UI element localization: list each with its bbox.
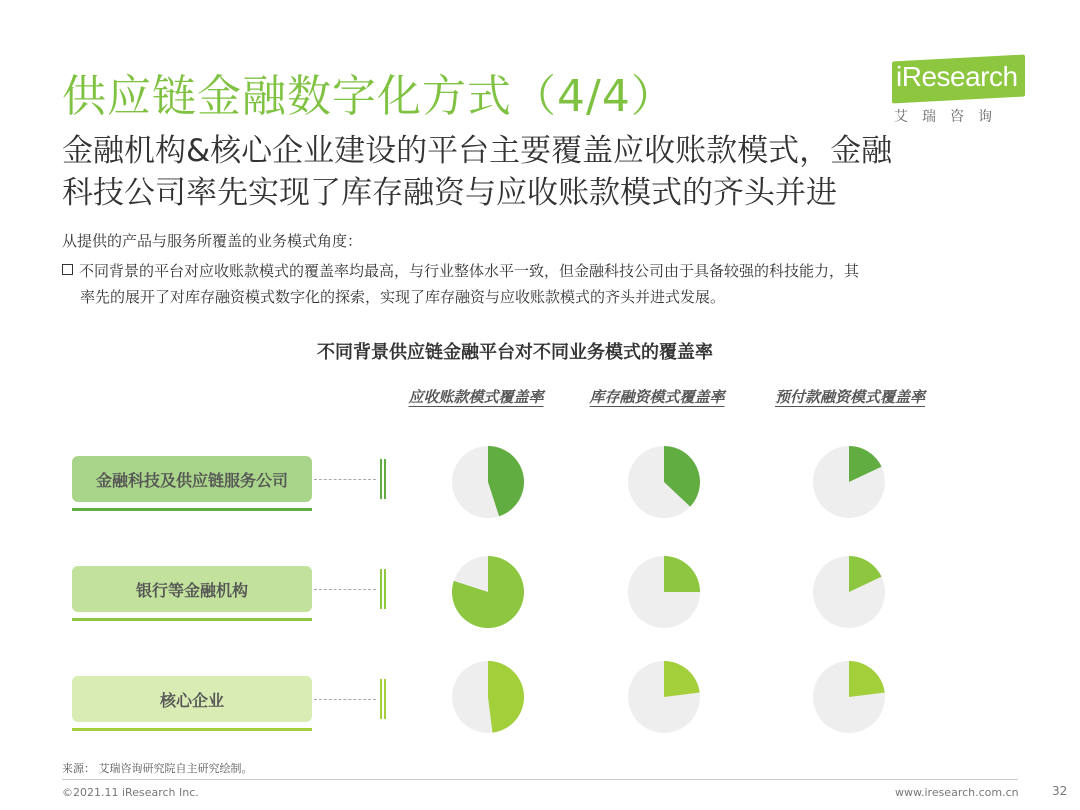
pie-slice-core-enterprise-receivables	[488, 661, 524, 733]
row-label-banks: 银行等金融机构	[72, 566, 312, 612]
row-label-core-enterprise: 核心企业	[72, 676, 312, 722]
footer-divider	[62, 779, 1018, 780]
pie-slice-banks-inventory	[664, 556, 700, 592]
logo-subtitle: 艾瑞咨询	[894, 109, 1006, 125]
column-header-inventory: 库存融资模式覆盖率	[589, 388, 725, 406]
column-header-receivables: 应收账款模式覆盖率	[408, 388, 544, 406]
chart-title: 不同背景供应链金融平台对不同业务模式的覆盖率	[317, 342, 713, 363]
bullet-line-2: 率先的展开了对库存融资模式数字化的探索，实现了库存融资与应收账款模式的齐头并进式发展。	[80, 288, 726, 306]
column-header-prepayment: 预付款融资模式覆盖率	[774, 388, 926, 406]
bullet-line-1: 不同背景的平台对应收账款模式的覆盖率均最高，与行业整体水平一致，但金融科技公司由于具备较强的科技能力，其	[79, 262, 860, 280]
page-number: 32	[1052, 784, 1068, 798]
row-label-fintech: 金融科技及供应链服务公司	[72, 456, 312, 502]
lead-text: 从提供的产品与服务所覆盖的业务模式角度：	[62, 232, 363, 250]
source-note: 来源： 艾瑞咨询研究院自主研究绘制。	[62, 762, 253, 775]
page-title: 供应链金融数字化方式（4/4）	[62, 71, 676, 122]
pie-slice-core-enterprise-prepayment	[849, 661, 885, 697]
pie-slice-core-enterprise-inventory	[664, 661, 700, 697]
copyright: ©2021.11 iResearch Inc.	[62, 786, 199, 799]
headline-line-1: 金融机构&核心企业建设的平台主要覆盖应收账款模式，金融	[62, 133, 893, 169]
logo-wordmark: iResearch	[896, 61, 1018, 92]
headline-line-2: 科技公司率先实现了库存融资与应收账款模式的齐头并进	[62, 175, 837, 211]
website-url: www.iresearch.com.cn	[895, 786, 1019, 799]
